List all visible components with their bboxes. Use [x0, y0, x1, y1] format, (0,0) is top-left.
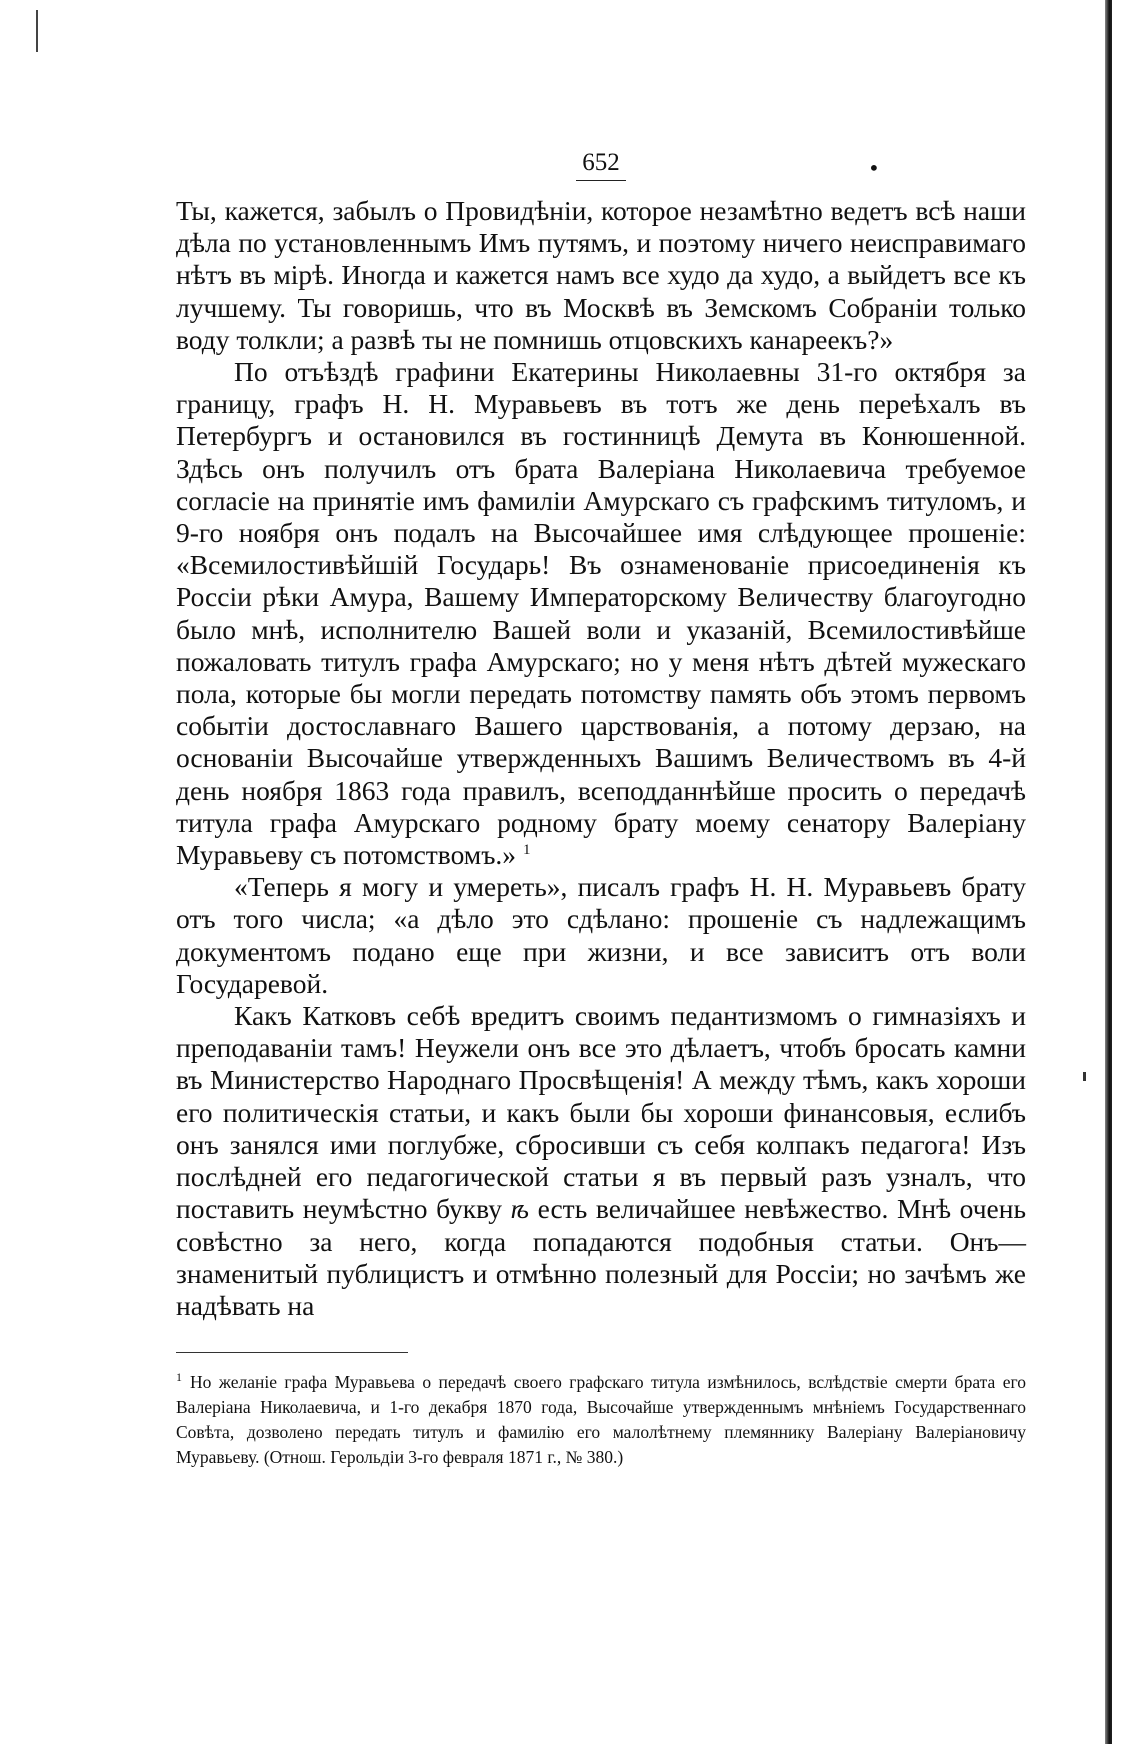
- paragraph-4-text: Какъ Катковъ себѣ вредитъ своимъ педантизмомъ о гимназіяхъ и преподаваніи тамъ! Неужели онъ все это дѣлаетъ, чтобъ бросать камни въ Министерство Народнаго Просвѣщенія! А между тѣмъ, какъ хороши его политическія статьи, и какъ были бы хороши финансовыя, еслибъ онъ занялся ими поглубже, сбросивши съ себя колпакъ педагога! Изъ послѣдней его педагогической статьи я въ первый разъ узналъ, что поставить неумѣстно букву: [176, 1000, 1026, 1225]
- scan-edge-right: [1105, 0, 1112, 1744]
- footnote-separator: [176, 1352, 408, 1353]
- book-page: [176, 148, 1026, 1470]
- footnote-text: Но желаніе графа Муравьева о передачѣ своего графскаго титула измѣнилось, вслѣдствіе смерти брата его Валеріана Николаевича, и 1-го декабря 1870 года, Высочайше утвержденнымъ мнѣніемъ Государственнаго Совѣта, дозволено передать титулъ и фамилію его малолѣтнему племяннику Валеріану Валеріановичу Муравьеву. (Отнош. Герольдіи 3-го февраля 1871 г., № 380.): [176, 1371, 1026, 1467]
- paragraph-4-end: есть величайшее невѣжество. Мнѣ очень совѣстно за него, когда попадаются подобныя статьи. Онъ—знаменитый публицистъ и отмѣнно полезный для Россіи; но зачѣмъ же надѣвать на: [176, 1193, 1027, 1321]
- footnote-reference: 1: [522, 841, 531, 858]
- letter-yat: ѣ: [510, 1193, 529, 1225]
- stray-ink-mark: [1083, 1072, 1086, 1081]
- page-number: [176, 148, 1026, 181]
- scan-edge-left: [36, 10, 38, 52]
- paragraph-3: «Теперь я могу и умереть», писалъ графъ Н. Н. Муравьевъ брату отъ того числа; «а дѣло это сдѣлано: прошеніе съ надлежащимъ документомъ подано еще при жизни, и все зависитъ отъ воли Государевой.: [176, 871, 1026, 999]
- page-number-text: 652: [576, 148, 626, 181]
- paragraph-2: [176, 356, 1026, 871]
- footnote: [176, 1365, 1026, 1470]
- ink-dot: •: [868, 156, 880, 180]
- paragraph-2-text: По отъѣздѣ графини Екатерины Николаевны 31-го октября за границу, графъ Н. Н. Муравьевъ въ тотъ же день переѣхалъ въ Петербургъ и остановился въ гостинницѣ Демута въ Конюшенной. Здѣсь онъ получилъ отъ брата Валеріана Николаевича требуемое согласіе на принятіе имъ фамиліи Амурскаго съ графскимъ титуломъ, и 9-го ноября онъ подалъ на Высочайшее имя слѣдующее прошеніе: «Всемилостивѣйшій Государь! Въ ознаменованіе присоединенія къ Россіи рѣки Амура, Вашему Императорскому Величеству благоугодно было мнѣ, исполнителю Вашей воли и указаній, Всемилостивѣйше пожаловать титулъ графа Амурскаго; но у меня нѣтъ дѣтей мужескаго пола, которые бы могли передать потомству память объ этомъ первомъ событіи достославнаго Вашего царствованія, а потому дерзаю, на основаніи Высочайше утвержденныхъ Вашимъ Величествомъ въ 4-й день ноября 1863 года правилъ, всеподданнѣйше просить о передачѣ титула графа Амурскаго родному брату моему сенатору Валеріану Муравьеву съ потомствомъ.»: [176, 356, 1026, 871]
- paragraph-1: Ты, кажется, забылъ о Провидѣніи, которое незамѣтно ведетъ всѣ наши дѣла по установленнымъ Имъ путямъ, и поэтому ничего неисправимаго нѣтъ въ мірѣ. Иногда и кажется намъ все худо да худо, а выйдетъ все къ лучшему. Ты говоришь, что въ Москвѣ въ Земскомъ Собраніи только воду толкли; а развѣ ты не помнишь отцовскихъ канареекъ?»: [176, 195, 1026, 355]
- footnote-marker: 1: [176, 1370, 182, 1385]
- paragraph-4: [176, 1000, 1026, 1322]
